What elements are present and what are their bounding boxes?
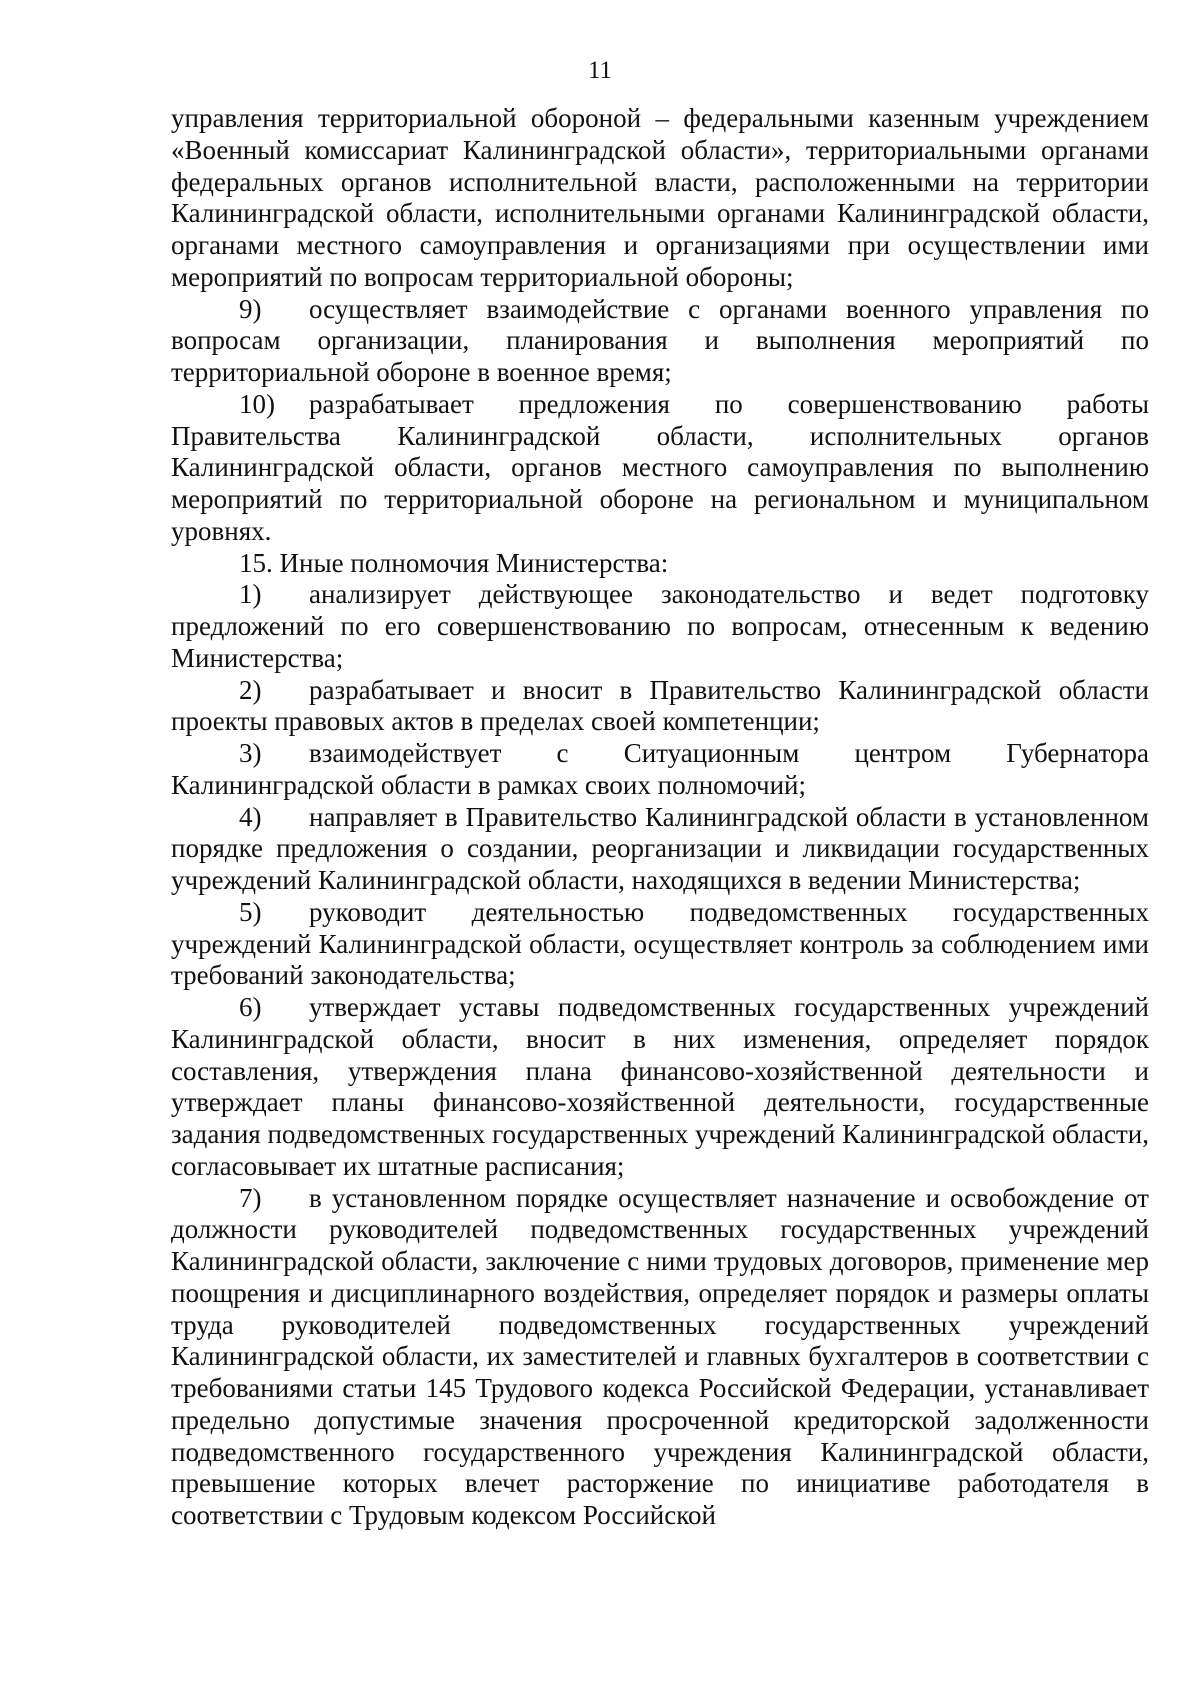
document-body	[171, 103, 1149, 1532]
item-number: 3)	[239, 738, 262, 768]
paragraph-item-4	[171, 802, 1149, 897]
paragraph-item-10	[171, 389, 1149, 548]
item-number: 6)	[239, 992, 262, 1022]
paragraph-item-7	[171, 1183, 1149, 1532]
paragraph-item-1	[171, 579, 1149, 674]
paragraph-text: управления территориальной обороной – федеральными казенным учреждением «Военный комиссариат Калининградской области», территориальными органами федеральных органов исполнительной власти, расположенными на территории Калининградской области, исполнительными органами Калининградской области, органами местного самоуправления и организациями при осуществлении ими мероприятий по вопросам территориальной обороны;	[171, 103, 1149, 292]
paragraph-item-9	[171, 294, 1149, 389]
page-number: 11	[587, 57, 613, 84]
paragraph-text: осуществляет взаимодействие с органами военного управления по вопросам организации, планирования и выполнения мероприятий по территориальной обороне в военное время;	[171, 293, 1149, 387]
item-number: 10)	[239, 388, 275, 419]
item-number: 7)	[239, 1182, 262, 1213]
paragraph-item-3	[171, 738, 1149, 802]
paragraph-item-2	[171, 675, 1149, 739]
section-heading-15	[171, 548, 1149, 580]
paragraph-text: 15. Иные полномочия Министерства:	[239, 547, 669, 578]
item-number: 9)	[239, 293, 262, 324]
paragraph-continuation	[171, 103, 1149, 294]
paragraph-text: разрабатывает предложения по совершенствованию работы Правительства Калининградской области, исполнительных органов Калининградской области, органов местного самоуправления по выполнению мероприятий по территориальной обороне на региональном и муниципальном уровнях.	[171, 388, 1149, 546]
item-number: 1)	[239, 579, 262, 610]
paragraph-text: направляет в Правительство Калининградской области в установленном порядке предложения о создании, реорганизации и ликвидации государственных учреждений Калининградской области, находящихся в ведении Министерства;	[171, 801, 1149, 895]
paragraph-text: анализирует действующее законодательство и ведет подготовку предложений по его совершенствованию по вопросам, отнесенным к ведению Министерства;	[171, 579, 1149, 673]
item-number: 5)	[239, 896, 262, 927]
paragraph-item-6	[171, 992, 1149, 1183]
paragraph-text: разрабатывает и вносит в Правительство Калининградской области проекты правовых актов в пределах своей компетенции;	[171, 674, 1149, 737]
item-number: 4)	[239, 801, 262, 832]
paragraph-item-5	[171, 897, 1149, 992]
paragraph-text: в установленном порядке осуществляет назначение и освобождение от должности руководителей подведомственных государственных учреждений Калининградской области, заключение с ними трудовых договоров, применение мер поощрения и дисциплинарного воздействия, определяет порядок и размеры оплаты труда руководителей подведомственных государственных учреждений Калининградской области, их заместителей и главных бухгалтеров в соответствии с требованиями статьи 145 Трудового кодекса Российской Федерации, устанавливает предельно допустимые значения просроченной кредиторской задолженности подведомственного государственного учреждения Калининградской области, превышение которых влечет расторжение по инициативе работодателя в соответствии с Трудовым кодексом Российской	[171, 1182, 1149, 1530]
item-number: 2)	[239, 674, 262, 705]
paragraph-text: утверждает уставы подведомственных государственных учреждений Калининградской области, вносит в них изменения, определяет порядок составления, утверждения плана финансово-хозяйственной деятельности и утверждает планы финансово-хозяйственной деятельности, государственные задания подведомственных государственных учреждений Калининградской области, согласовывает их штатные расписания;	[171, 992, 1149, 1181]
paragraph-text: руководит деятельностью подведомственных государственных учреждений Калининградской области, осуществляет контроль за соблюдением ими требований законодательства;	[171, 896, 1149, 991]
paragraph-text: взаимодействует с Ситуационным центром Губернатора Калининградской области в рамках своих полномочий;	[171, 738, 1149, 800]
